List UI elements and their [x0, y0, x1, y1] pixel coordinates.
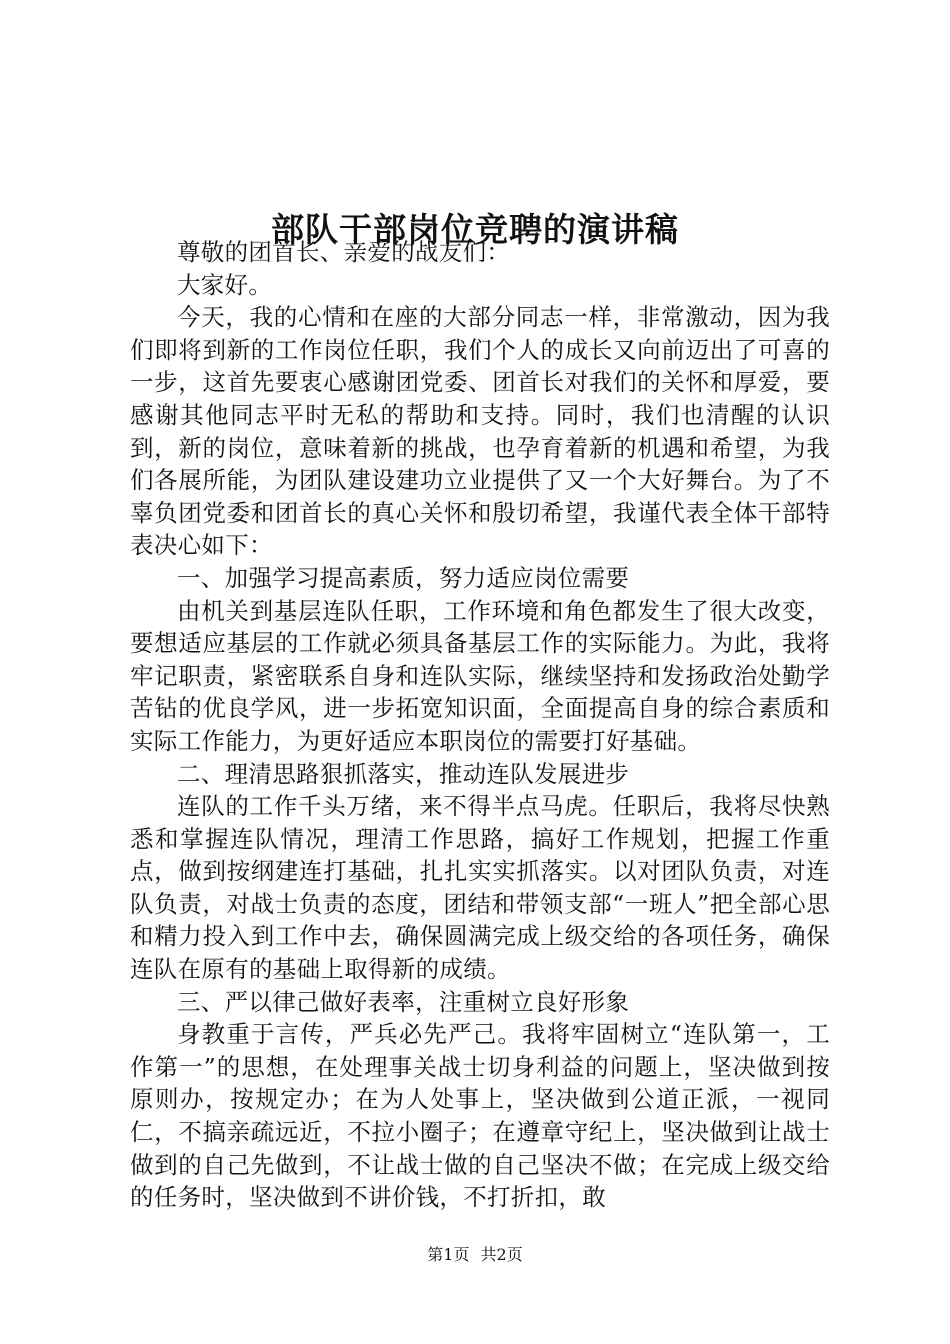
paragraph-intro: 今天，我的心情和在座的大部分同志一样，非常激动，因为我们即将到新的工作岗位任职，我们个人的成长又向前迈出了可喜的一步，这首先要衷心感谢团党委、团首长对我们的关怀和厚爱，要感谢其他同志平时无私的帮助和支持。同时，我们也清醒的认识到，新的岗位，意味着新的挑战，也孕育着新的机遇和希望，为我们各展所能，为团队建设建功立业提供了又一个大好舞台。为了不辜负团党委和团首长的真心关怀和殷切希望，我谨代表全体干部特表决心如下：	[130, 303, 830, 560]
document-title: 部队干部岗位竞聘的演讲稿	[271, 210, 679, 250]
paragraph-section-3: 身教重于言传，严兵必先严己。我将牢固树立“连队第一，工作第一”的思想，在处理事关战士切身利益的问题上，坚决做到按原则办，按规定办；在为人处事上，坚决做到公道正派，一视同仁，不搞亲疏远近，不拉小圈子；在遵章守纪上，坚决做到让战士做到的自己先做到，不让战士做的自己坚决不做；在完成上级交给的任务时，坚决做到不讲价钱，不打折扣，敢	[130, 1020, 830, 1212]
salutation: 尊敬的团首长、亲爱的战友们：	[177, 238, 511, 266]
paragraph-section-1: 由机关到基层连队任职，工作环境和角色都发生了很大改变，要想适应基层的工作就必须具备基层工作的实际能力。为此，我将牢记职责，紧密联系自身和连队实际，继续坚持和发扬政治处勤学苦钻的优良学风，进一步拓宽知识面，全面提高自身的综合素质和实际工作能力，为更好适应本职岗位的需要打好基础。	[130, 596, 830, 755]
document-body	[130, 236, 830, 1214]
section-heading-1: 一、加强学习提高素质，努力适应岗位需要	[177, 563, 630, 592]
page-number-footer: 第1页 共2页	[427, 1245, 523, 1264]
section-heading-3: 三、严以律己做好表率，注重树立良好形象	[177, 987, 630, 1016]
paragraph-section-2: 连队的工作千头万绪，来不得半点马虎。任职后，我将尽快熟悉和掌握连队情况，理清工作思路，搞好工作规划，把握工作重点，做到按纲建连打基础，扎扎实实抓落实。以对团队负责，对连队负责，对战士负责的态度，团结和带领支部“一班人”把全部心思和精力投入到工作中去，确保圆满完成上级交给的各项任务，确保连队在原有的基础上取得新的成绩。	[130, 792, 830, 984]
greeting: 大家好。	[177, 270, 273, 299]
section-heading-2: 二、理清思路狠抓落实，推动连队发展进步	[177, 759, 630, 788]
